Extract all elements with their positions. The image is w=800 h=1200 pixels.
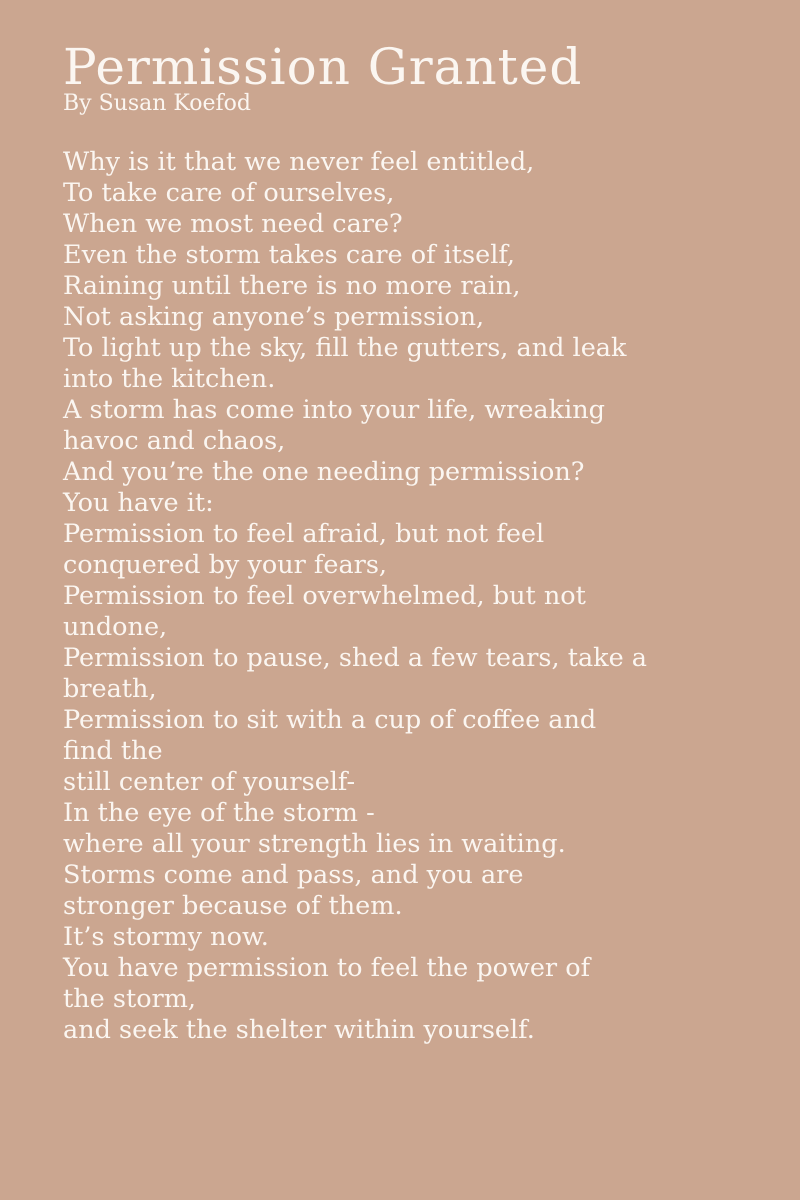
poem-line: In the eye of the storm - bbox=[63, 798, 375, 828]
poem-line: Not asking anyone’s permission, bbox=[63, 302, 485, 332]
poem-body bbox=[63, 147, 743, 1046]
poem-line: Permission to feel afraid, but not feel bbox=[63, 519, 545, 549]
poem-line: breath, bbox=[63, 674, 157, 704]
poem-line: Storms come and pass, and you are bbox=[63, 860, 524, 890]
poem-line: It’s stormy now. bbox=[63, 922, 269, 952]
poem-line: stronger because of them. bbox=[63, 891, 403, 921]
poem-line: You have it: bbox=[63, 488, 214, 518]
poem-line: When we most need care? bbox=[63, 209, 403, 239]
poem-line: To light up the sky, fill the gutters, and leak bbox=[63, 333, 627, 363]
poem-line: the storm, bbox=[63, 984, 197, 1014]
poem-line: where all your strength lies in waiting. bbox=[63, 829, 566, 859]
poem-line: havoc and chaos, bbox=[63, 426, 286, 456]
poem-byline: By Susan Koefod bbox=[63, 91, 251, 116]
poem-line: Permission to sit with a cup of coffee and bbox=[63, 705, 597, 735]
poem-card bbox=[63, 38, 743, 1046]
poem-line: still center of yourself- bbox=[63, 767, 356, 797]
poem-line: A storm has come into your life, wreaking bbox=[63, 395, 605, 425]
poem-line: Permission to feel overwhelmed, but not bbox=[63, 581, 586, 611]
poem-line: Raining until there is no more rain, bbox=[63, 271, 521, 301]
poem-title: Permission Granted bbox=[63, 38, 583, 96]
poem-line: Why is it that we never feel entitled, bbox=[63, 147, 535, 177]
poem-line: and seek the shelter within yourself. bbox=[63, 1015, 535, 1045]
poem-line: find the bbox=[63, 736, 163, 766]
poem-line: conquered by your fears, bbox=[63, 550, 388, 580]
poem-line: undone, bbox=[63, 612, 168, 642]
poem-line: To take care of ourselves, bbox=[63, 178, 395, 208]
poem-line: And you’re the one needing permission? bbox=[63, 457, 585, 487]
poem-line: Even the storm takes care of itself, bbox=[63, 240, 515, 270]
poem-line: You have permission to feel the power of bbox=[63, 953, 591, 983]
poem-line: into the kitchen. bbox=[63, 364, 276, 394]
poem-line: Permission to pause, shed a few tears, take a bbox=[63, 643, 648, 673]
